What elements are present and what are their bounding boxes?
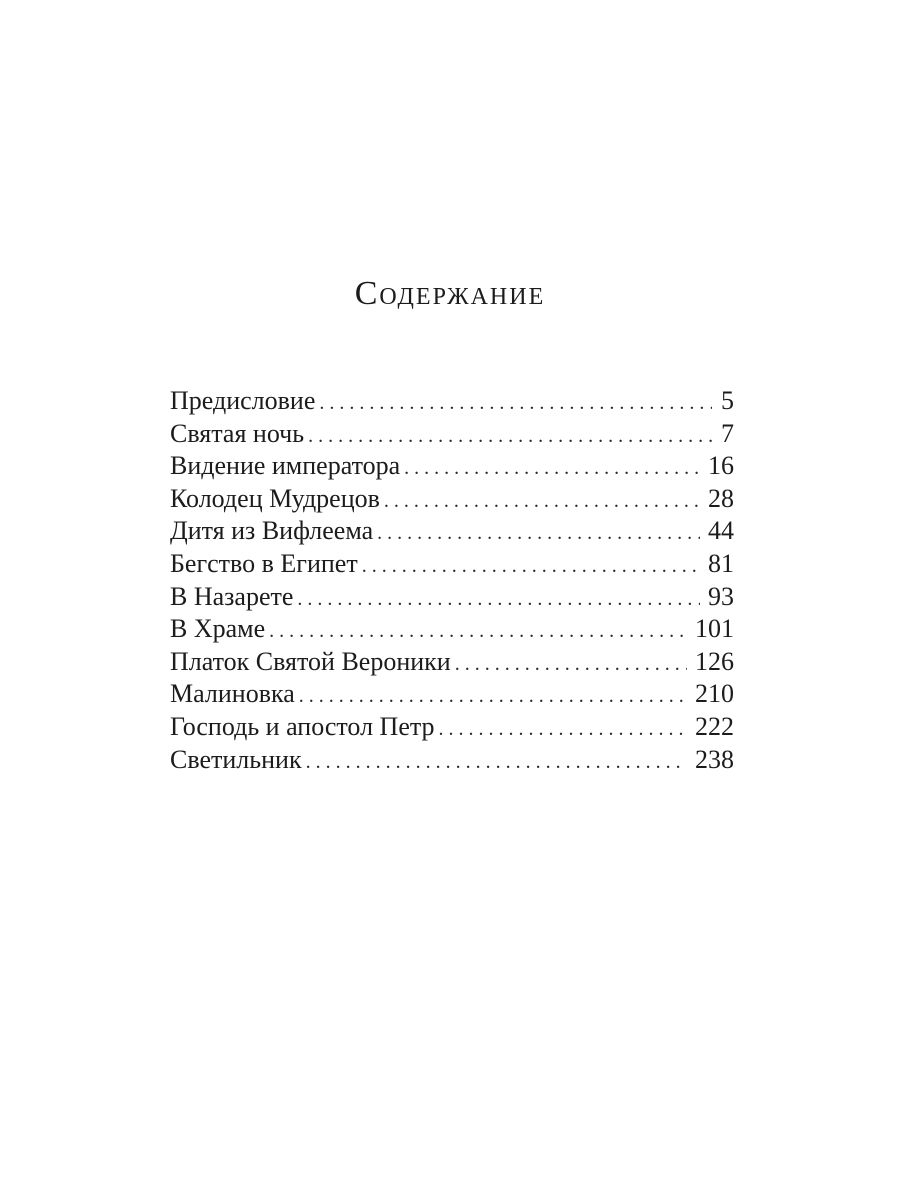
toc-entry-title: Платок Святой Вероники xyxy=(170,646,451,676)
toc-entry-page-number: 126 xyxy=(695,646,734,676)
dot-leader xyxy=(299,680,687,713)
toc-entry-page-number: 16 xyxy=(708,451,734,481)
page-title: Содержание xyxy=(354,275,546,312)
toc-entry-page-number: 44 xyxy=(708,516,734,546)
toc-entry xyxy=(170,646,734,679)
toc-entry-page-number: 101 xyxy=(695,614,734,644)
dot-leader xyxy=(377,517,700,550)
dot-leader xyxy=(308,420,712,453)
toc-entry-page-number: 210 xyxy=(695,679,734,709)
toc-entry-title: Колодец Мудрецов xyxy=(170,483,380,513)
toc-entry-title: Предисловие xyxy=(170,386,316,415)
toc-entry xyxy=(170,711,734,744)
toc-entry-title: В Храме xyxy=(170,614,266,644)
toc-entry-title: Видение императора xyxy=(170,451,401,481)
dot-leader xyxy=(362,550,700,583)
toc-entry-title: Дитя из Вифлеема xyxy=(170,516,374,546)
toc-entry-page-number: 238 xyxy=(695,744,734,774)
toc-entry xyxy=(170,613,734,646)
toc-entry-title: В Назарете xyxy=(170,581,294,611)
toc-entry-page-number: 93 xyxy=(708,581,734,611)
toc-entry-title: Малиновка xyxy=(170,679,295,709)
table-of-contents xyxy=(170,385,734,776)
toc-entry-title: Бегство в Египет xyxy=(170,548,358,578)
dot-leader xyxy=(297,583,700,616)
toc-entry-page-number: 28 xyxy=(708,483,734,513)
dot-leader xyxy=(455,648,687,681)
dot-leader xyxy=(439,713,687,746)
toc-entry xyxy=(170,483,734,516)
toc-entry xyxy=(170,385,734,418)
toc-entry-title: Господь и апостол Петр xyxy=(170,711,435,741)
toc-entry xyxy=(170,744,734,777)
toc-entry-page-number: 5 xyxy=(721,386,734,415)
toc-entry xyxy=(170,581,734,614)
toc-entry-title: Светильник xyxy=(170,744,302,774)
dot-leader xyxy=(404,452,700,485)
toc-entry-title: Святая ночь xyxy=(170,418,305,448)
toc-entry xyxy=(170,678,734,711)
dot-leader xyxy=(269,615,687,648)
dot-leader xyxy=(306,746,687,779)
dot-leader xyxy=(319,387,712,420)
toc-entry xyxy=(170,418,734,451)
toc-entry xyxy=(170,450,734,483)
dot-leader xyxy=(384,485,700,518)
toc-entry-page-number: 222 xyxy=(695,711,734,741)
toc-entry-page-number: 81 xyxy=(708,548,734,578)
toc-entry xyxy=(170,548,734,581)
toc-entry-page-number: 7 xyxy=(721,418,734,448)
toc-entry xyxy=(170,515,734,548)
